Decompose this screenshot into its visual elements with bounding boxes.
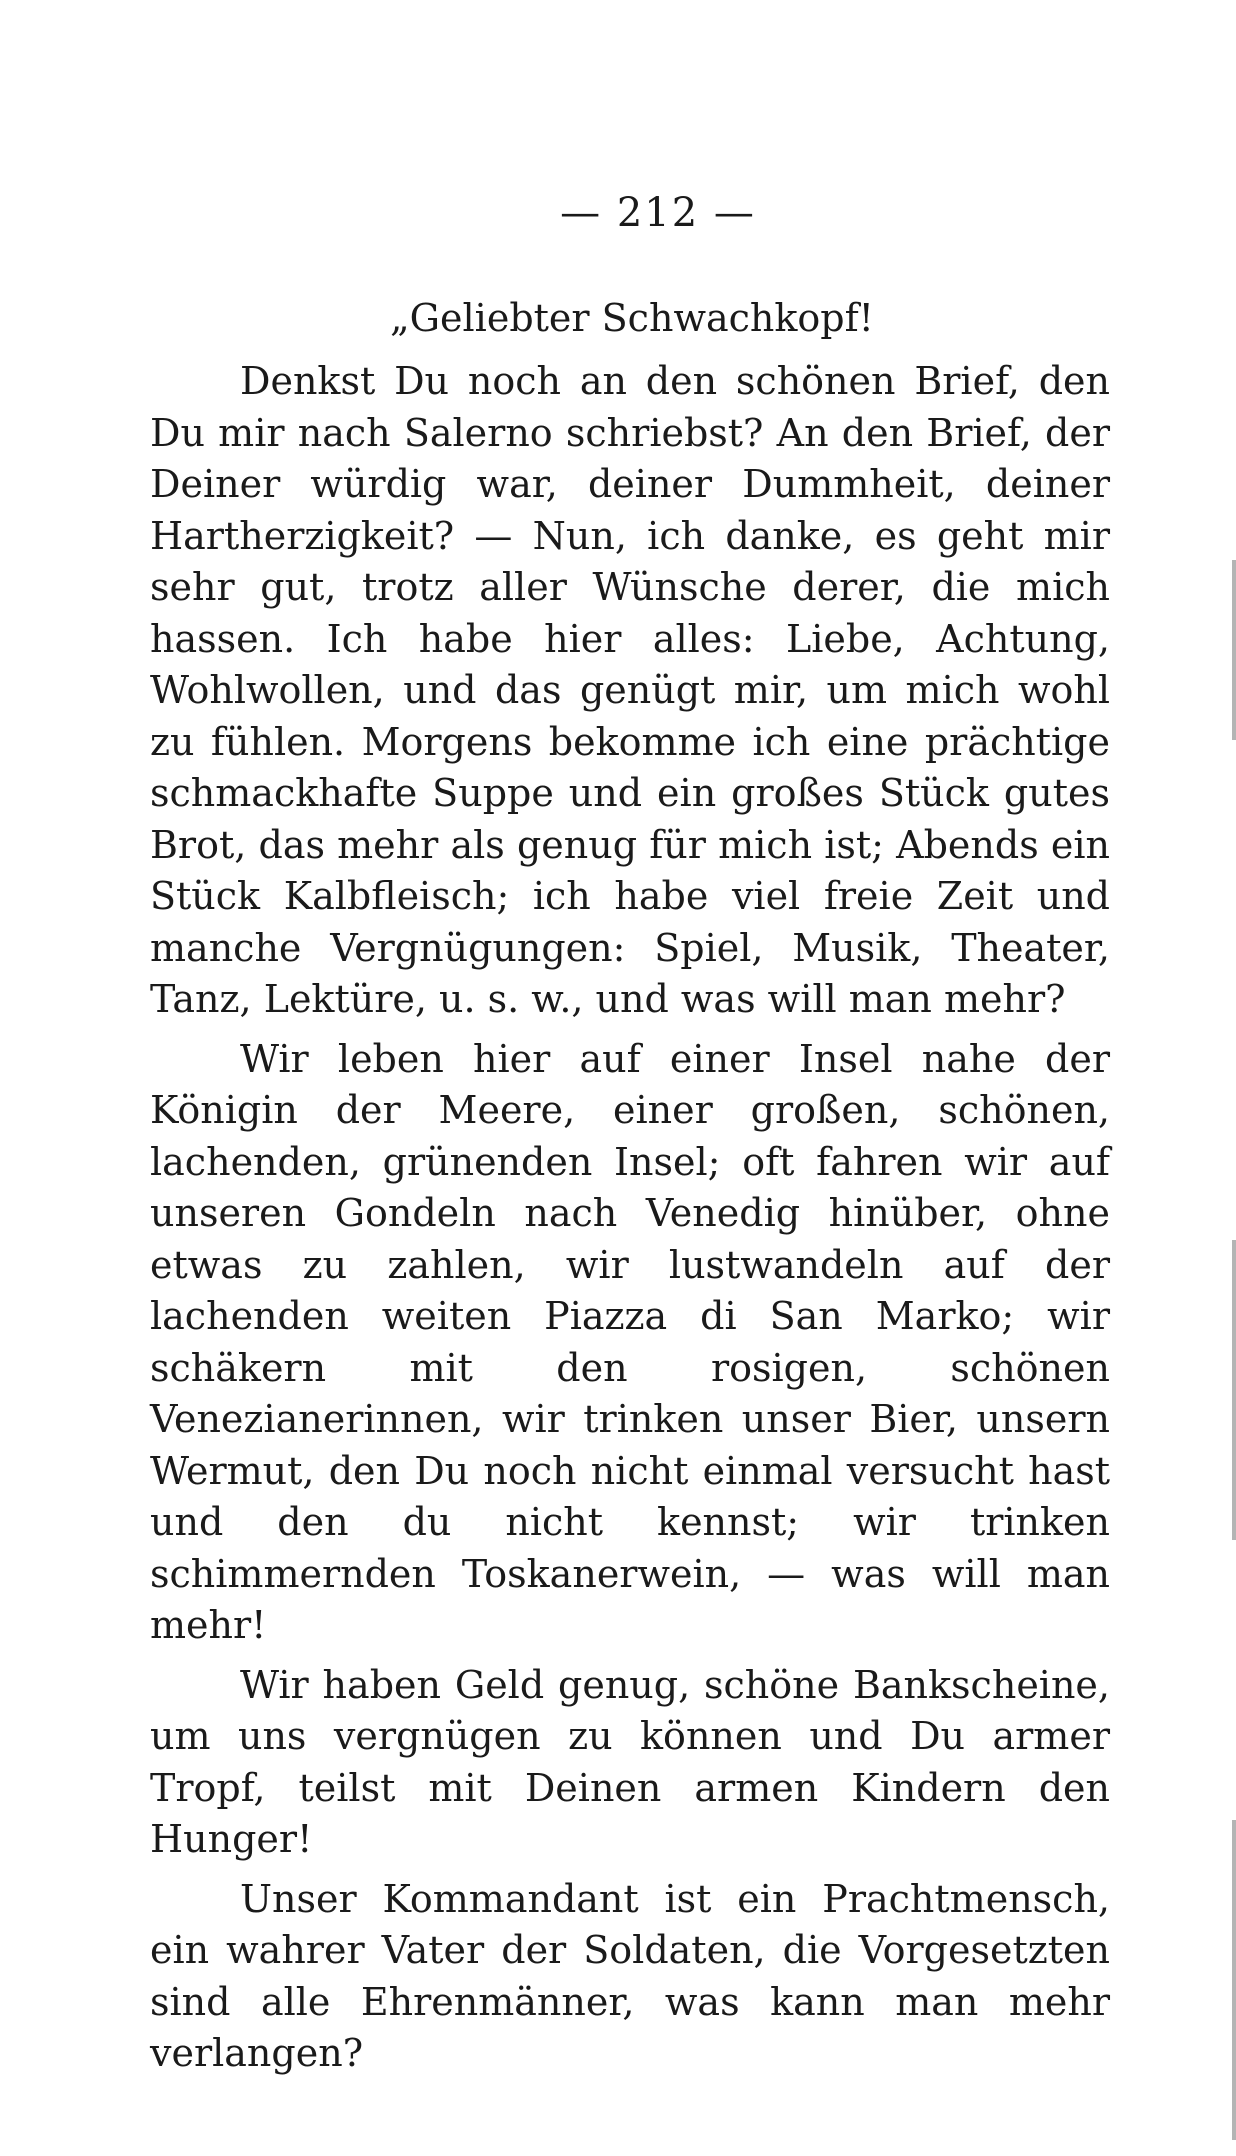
- scan-edge-shadow: [1232, 1240, 1236, 1540]
- paragraph-3: Wir haben Geld genug, schöne Bankscheine, um uns vergnügen zu können und Du armer Tropf, teilst mit Deinen armen Kindern den Hunger!: [150, 1662, 1110, 1861]
- paragraph-4: Unser Kommandant ist ein Prachtmensch, ein wahrer Vater der Soldaten, die Vorgesetzten sind alle Ehrenmänner, was kann man mehr verlangen?: [150, 1876, 1110, 2075]
- page-number: — 212 —: [560, 190, 756, 236]
- paragraph-2: Wir leben hier auf einer Insel nahe der Königin der Meere, einer großen, schönen, lachenden, grünenden Insel; oft fahren wir auf unseren Gondeln nach Venedig hinüber, ohne etwas zu zahlen, wir lustwandeln auf der lachenden weiten Piazza di San Marko; wir schäkern mit den rosigen, schönen Venezianerinnen, wir trinken unser Bier, unsern Wermut, den Du noch nicht einmal versucht hast und den du nicht kennst; wir trinken schimmernden Toskanerwein, — was will man mehr!: [150, 1036, 1110, 1647]
- paragraph-1: Denkst Du noch an den schönen Brief, den Du mir nach Salerno schriebst? An den Brief, der Deiner würdig war, deiner Dummheit, deiner Hartherzigkeit? — Nun, ich danke, es geht mir sehr gut, trotz aller Wünsche derer, die mich hassen. Ich habe hier alles: Liebe, Achtung, Wohlwollen, und das genügt mir, um mich wohl zu fühlen. Morgens bekomme ich eine prächtige schmackhafte Suppe und ein großes Stück gutes Brot, das mehr als genug für mich ist; Abends ein Stück Kalbfleisch; ich habe viel freie Zeit und manche Vergnügungen: Spiel, Musik, Theater, Tanz, Lektüre, u. s. w., und was will man mehr?: [150, 359, 1110, 1021]
- scan-edge-shadow: [1232, 560, 1236, 740]
- scan-edge-shadow: [1232, 1820, 1236, 2140]
- letter-salutation: „Geliebter Schwachkopf!: [390, 296, 874, 340]
- letter-text: [150, 288, 1110, 2080]
